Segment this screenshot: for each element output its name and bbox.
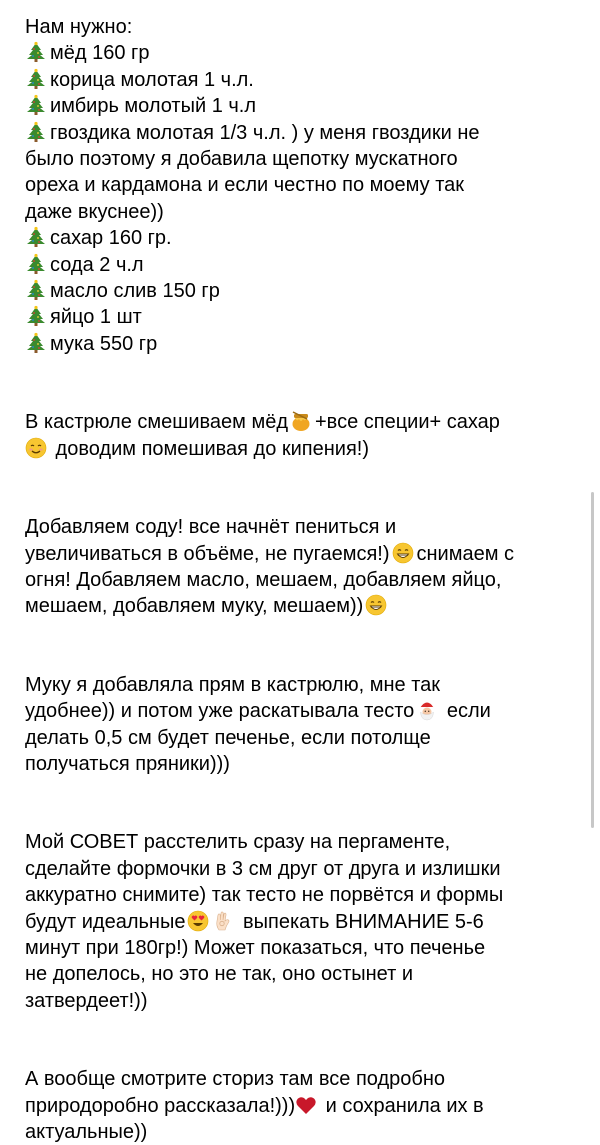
ingredient-text: яйцо 1 шт	[50, 306, 142, 329]
ingredient-honey	[25, 40, 590, 66]
santa-claus-icon	[416, 699, 438, 721]
text-line: актуальные))	[25, 1121, 148, 1143]
paragraph-flour	[25, 672, 590, 778]
text-span: +все специи+ сахар	[315, 411, 500, 434]
ingredient-cinnamon	[25, 67, 590, 93]
text-line: делать 0,5 см будет печенье, если потолще	[25, 726, 431, 749]
text-span: В кастрюле смешиваем мёд	[25, 411, 288, 434]
paragraph-boil	[25, 409, 590, 462]
ingredient-ginger	[25, 93, 590, 119]
text-span: удобнее)) и потом уже раскатывала тесто	[25, 700, 415, 723]
text-line: Муку я добавляла прям в кастрюлю, мне так	[25, 673, 440, 696]
paragraph-stories	[25, 1066, 590, 1145]
christmas-tree-icon	[25, 226, 47, 248]
recipe-text	[25, 14, 590, 1145]
text-span: выпекать ВНИМАНИЕ 5-6	[237, 910, 484, 933]
christmas-tree-icon	[25, 41, 47, 63]
ingredient-egg	[25, 304, 590, 330]
text-span: снимаем с	[416, 542, 515, 565]
text-line: затвердеет!))	[25, 989, 148, 1012]
ingredient-text: сахар 160 гр.	[50, 227, 172, 250]
smiling-face-icon	[25, 437, 47, 459]
text-line: минут при 180гр!) Может показаться, что печенье	[25, 936, 486, 959]
christmas-tree-icon	[25, 121, 47, 143]
grinning-face-icon	[392, 542, 414, 564]
text-span: и сохранила их в	[320, 1094, 484, 1117]
christmas-tree-icon	[25, 94, 47, 116]
ingredient-butter	[25, 278, 590, 304]
text-span: мешаем, добавляем муку, мешаем))	[25, 595, 364, 618]
christmas-tree-icon	[25, 279, 47, 301]
text-line: Мой СОВЕТ расстелить сразу на пергаменте,	[25, 831, 451, 854]
text-line: аккуратно снимите) так тесто не порвётся и формы	[25, 884, 504, 907]
text-span: доводим помешивая до кипения!)	[50, 437, 370, 460]
vertical-scrollbar[interactable]	[591, 492, 594, 828]
ingredient-text: масло слив 150 гр	[50, 280, 220, 303]
ingredient-clove	[25, 120, 590, 146]
grinning-face-icon	[365, 594, 387, 616]
text-span: природоробно рассказала!)))	[25, 1094, 296, 1117]
ingredient-flour	[25, 331, 590, 357]
ingredient-sugar	[25, 225, 590, 251]
christmas-tree-icon	[25, 305, 47, 327]
ingredient-soda	[25, 252, 590, 278]
ingredient-text: мука 550 гр	[50, 332, 158, 355]
ingredient-text: мёд 160 гр	[50, 42, 150, 65]
christmas-tree-icon	[25, 68, 47, 90]
text-line: А вообще смотрите сториз там все подробно	[25, 1068, 445, 1091]
text-span: увеличиваться в объёме, не пугаемся!)	[25, 542, 390, 565]
honey-pot-icon	[290, 410, 312, 432]
heart-eyes-face-icon	[187, 910, 209, 932]
ingredients-header: Нам нужно:	[25, 16, 133, 38]
ingredient-text: сода 2 ч.л	[50, 253, 144, 276]
clove-note-line: даже вкуснее))	[25, 200, 164, 223]
ingredient-text: гвоздика молотая 1/3 ч.л. ) у меня гвоздики не	[50, 121, 480, 144]
text-line: огня! Добавляем масло, мешаем, добавляем яйцо,	[25, 568, 502, 591]
text-line: сделайте формочки в 3 см друг от друга и излишки	[25, 857, 501, 880]
text-line: Добавляем соду! все начнёт пениться и	[25, 516, 397, 539]
ingredient-text: корица молотая 1 ч.л.	[50, 68, 254, 91]
text-line: получаться пряники)))	[25, 752, 230, 775]
ok-hand-icon	[212, 910, 234, 932]
red-heart-icon	[295, 1094, 317, 1116]
clove-note-line: было поэтому я добавила щепотку мускатного	[25, 148, 458, 171]
paragraph-soda	[25, 514, 590, 620]
christmas-tree-icon	[25, 253, 47, 275]
paragraph-advice	[25, 829, 590, 1014]
christmas-tree-icon	[25, 332, 47, 354]
ingredient-text: имбирь молотый 1 ч.л	[50, 95, 257, 118]
text-span: будут идеальные	[25, 910, 186, 933]
text-line: не допелось, но это не так, оно остынет и	[25, 963, 414, 986]
text-span: если	[441, 700, 491, 723]
clove-note-line: ореха и кардамона и если честно по моему так	[25, 174, 465, 197]
